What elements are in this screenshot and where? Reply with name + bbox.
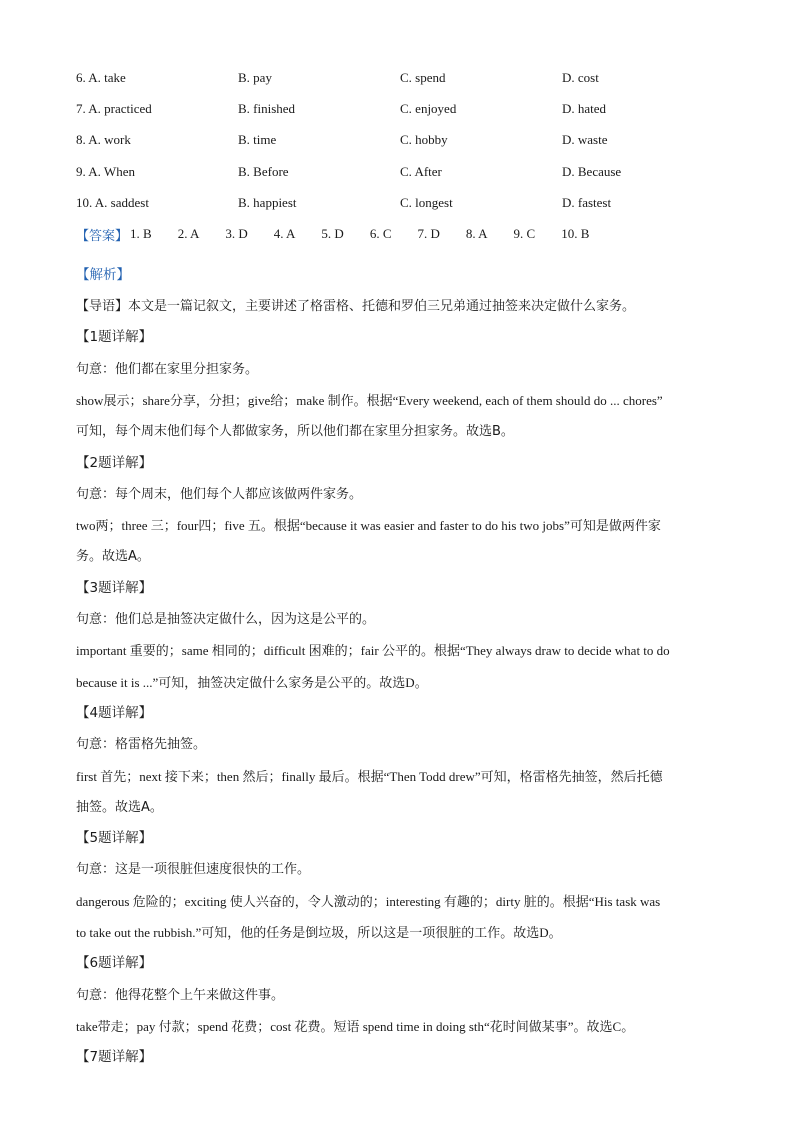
question-8-options [76, 125, 726, 156]
q4-meaning: 句意：格雷格先抽签。 [76, 737, 207, 753]
option-b: B. time [238, 132, 277, 148]
option-d: D. Because [562, 163, 622, 179]
answer-item: 1. B [130, 226, 152, 242]
answer-item: 6. C [369, 226, 392, 242]
question-7-options [76, 93, 726, 124]
option-c: C. spend [400, 69, 446, 85]
q2-explanation: two两；three 三；four四；five 五。根据“because it was easier and faster to do his two jobs”可知是做两件家 [76, 518, 661, 534]
analysis-body [76, 291, 726, 1073]
answer-item: 4. A [273, 226, 296, 242]
q3-explanation-cont: because it is ...”可知，抽签决定做什么家务是公平的。故选D。 [76, 674, 428, 690]
options-block [76, 62, 726, 218]
q6-explanation: take带走；pay 付款；spend 花费；cost 花费。短语 spend time in doing sth“花时间做某事”。故选C。 [76, 1018, 635, 1034]
option-b: B. happiest [238, 194, 297, 210]
option-a: 9. A. When [76, 163, 135, 179]
answer-item: 10. B [561, 226, 590, 242]
option-d: D. waste [562, 132, 608, 148]
q1-heading: 【1题详解】 [76, 329, 153, 346]
option-c: C. longest [400, 194, 453, 210]
question-6-options [76, 62, 726, 93]
q3-heading: 【3题详解】 [76, 579, 153, 596]
answer-item: 7. D [417, 226, 440, 242]
q6-meaning: 句意：他得花整个上午来做这件事。 [76, 987, 285, 1003]
spacer [76, 250, 726, 260]
option-b: B. finished [238, 100, 296, 116]
q4-heading: 【4题详解】 [76, 704, 153, 721]
intro-line: 【导语】本文是一篇记叙文，主要讲述了格雷格、托德和罗伯三兄弟通过抽签来决定做什么家务。 [76, 299, 636, 315]
q1-explanation: show展示；share分享，分担；give给；make 制作。根据“Every weekend, each of them should do ... chores” [76, 392, 663, 408]
q2-heading: 【2题详解】 [76, 454, 153, 471]
analysis-heading: 【解析】 [76, 266, 130, 283]
option-d: D. hated [562, 100, 607, 116]
option-b: B. pay [238, 69, 272, 85]
option-d: D. fastest [562, 194, 612, 210]
option-c: C. hobby [400, 132, 448, 148]
option-b: B. Before [238, 163, 289, 179]
answer-label: 【答案】 [76, 228, 129, 244]
q6-heading: 【6题详解】 [76, 955, 153, 972]
answer-key [76, 218, 726, 249]
q3-explanation: important 重要的；same 相同的；difficult 困难的；fair 公平的。根据“They always draw to decide what to do [76, 643, 670, 659]
option-a: 10. A. saddest [76, 194, 149, 210]
option-a: 6. A. take [76, 69, 126, 85]
q1-explanation-cont: 可知，每个周末他们每个人都做家务，所以他们都在家里分担家务。故选B。 [76, 424, 514, 440]
answer-item: 5. D [321, 226, 344, 242]
q5-heading: 【5题详解】 [76, 830, 153, 847]
option-c: C. After [400, 163, 442, 179]
q4-explanation-cont: 抽签。故选A。 [76, 799, 163, 815]
q7-heading: 【7题详解】 [76, 1049, 153, 1066]
question-10-options [76, 187, 726, 218]
q5-explanation-cont: to take out the rubbish.”可知，他的任务是倒垃圾，所以这是一项很脏的工作。故选D。 [76, 925, 562, 941]
q3-meaning: 句意：他们总是抽签决定做什么，因为这是公平的。 [76, 612, 376, 628]
option-a: 7. A. practiced [76, 100, 152, 116]
q2-explanation-cont: 务。故选A。 [76, 549, 150, 565]
answer-item: 2. A [177, 226, 200, 242]
answer-item: 8. A [465, 226, 488, 242]
answer-item: 3. D [225, 226, 248, 242]
q4-explanation: first 首先；next 接下来；then 然后；finally 最后。根据“Then Todd drew”可知，格雷格先抽签，然后托德 [76, 768, 663, 784]
option-d: D. cost [562, 69, 599, 85]
document-page [76, 62, 726, 1074]
q1-meaning: 句意：他们都在家里分担家务。 [76, 361, 259, 377]
answer-item: 9. C [513, 226, 536, 242]
option-c: C. enjoyed [400, 100, 457, 116]
q2-meaning: 句意：每个周末，他们每个人都应该做两件家务。 [76, 486, 363, 502]
q5-meaning: 句意：这是一项很脏但速度很快的工作。 [76, 862, 311, 878]
q5-explanation: dangerous 危险的；exciting 使人兴奋的，令人激动的；interesting 有趣的；dirty 脏的。根据“His task was [76, 893, 661, 909]
question-9-options [76, 156, 726, 187]
option-a: 8. A. work [76, 132, 131, 148]
